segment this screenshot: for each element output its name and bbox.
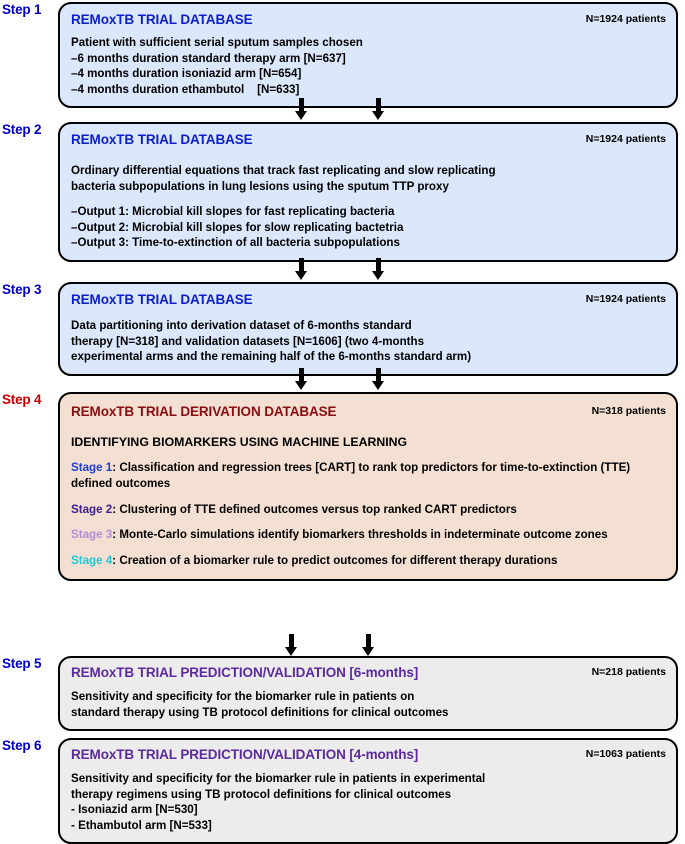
arrow-step1-step2-left — [295, 98, 308, 120]
step-1-line-2: –6 months duration standard therapy arm [N=637] — [71, 51, 346, 65]
stage-4-name: Stage 4 — [71, 553, 113, 567]
step-6-title: REMoxTB TRIAL PREDICTION/VALIDATION [4-months] — [71, 747, 419, 762]
step-2-body — [60, 153, 676, 260]
step-2-title: REMoxTB TRIAL DATABASE — [71, 132, 253, 147]
step-3-title: REMoxTB TRIAL DATABASE — [71, 292, 253, 307]
step-4-patient-count: N=318 patients — [591, 405, 666, 417]
arrow-step4-step5-right — [362, 634, 375, 656]
step-3-body — [60, 313, 676, 374]
step-6-line-4: - Ethambutol arm [N=533] — [71, 818, 212, 832]
step-label-5: Step 5 — [2, 656, 42, 671]
step-box-6 — [58, 738, 678, 844]
stage-2-text: : Clustering of TTE defined outcomes versus top ranked CART predictors — [112, 502, 517, 516]
step-1-patient-count: N=1924 patients — [585, 13, 666, 25]
step-6-header — [60, 740, 676, 768]
step-4-stage-1 — [71, 460, 664, 491]
step-4-stage-2 — [71, 502, 664, 518]
step-5-header — [60, 658, 676, 686]
step-6-line-2: therapy regimens using TB protocol definitions for clinical outcomes — [71, 787, 452, 801]
step-4-subheading: IDENTIFYING BIOMARKERS USING MACHINE LEARNING — [71, 435, 408, 449]
arrow-step4-step5-left — [285, 634, 298, 656]
step-2-line-4: –Output 1: Microbial kill slopes for fast replicating bacteria — [71, 205, 395, 219]
step-label-4: Step 4 — [2, 392, 42, 407]
stage-2-name: Stage 2 — [71, 502, 113, 516]
step-5-body — [60, 686, 676, 729]
arrow-step2-step3-left — [295, 258, 308, 280]
step-2-header — [60, 124, 676, 153]
step-4-title: REMoxTB TRIAL DERIVATION DATABASE — [71, 404, 337, 419]
arrow-step3-step4-right — [372, 368, 385, 390]
step-box-2 — [58, 122, 678, 262]
step-label-3: Step 3 — [2, 282, 42, 297]
stage-1-text: : Classification and regression trees [CART] to rank top predictors for time-to-extinction (TTE) defined outcomes — [71, 461, 631, 490]
arrow-step3-step4-left — [295, 368, 308, 390]
step-box-5 — [58, 656, 678, 731]
step-5-title: REMoxTB TRIAL PREDICTION/VALIDATION [6-months] — [71, 665, 419, 680]
stage-3-text: : Monte-Carlo simulations identify biomarkers thresholds in indeterminate outcome zones — [112, 528, 608, 542]
step-3-line-1: Data partitioning into derivation dataset of 6-months standard — [71, 319, 412, 332]
step-4-stage-3 — [71, 527, 664, 543]
step-1-body — [60, 33, 676, 106]
step-3-line-2: therapy [N=318] and validation datasets [N=1606] (two 4-months — [71, 334, 425, 348]
step-2-line-6: –Output 3: Time-to-extinction of all bacteria subpopulations — [71, 236, 400, 250]
step-1-line-3: –4 months duration isoniazid arm [N=654] — [71, 67, 302, 81]
step-3-line-3: experimental arms and the remaining half of the 6-months standard arm) — [71, 350, 472, 364]
step-5-patient-count: N=218 patients — [591, 666, 666, 678]
step-label-1: Step 1 — [2, 2, 42, 17]
step-6-patient-count: N=1063 patients — [585, 748, 666, 760]
step-3-patient-count: N=1924 patients — [585, 293, 666, 305]
step-4-stage-4 — [71, 553, 664, 569]
step-6-line-1: Sensitivity and specificity for the biomarker rule in patients in experimental — [71, 772, 486, 785]
stage-4-text: : Creation of a biomarker rule to predict outcomes for different therapy durations — [112, 553, 558, 567]
step-2-line-1: Ordinary differential equations that track fast replicating and slow replicating — [71, 164, 496, 177]
step-5-line-1: Sensitivity and specificity for the biomarker rule in patients on — [71, 690, 415, 703]
step-2-line-5: –Output 2: Microbial kill slopes for slow replicating bactetria — [71, 220, 404, 234]
step-label-6: Step 6 — [2, 738, 42, 753]
step-3-header — [60, 284, 676, 313]
step-6-body — [60, 768, 676, 842]
stage-1-name: Stage 1 — [71, 461, 113, 475]
step-4-body — [60, 434, 676, 579]
step-2-patient-count: N=1924 patients — [585, 133, 666, 145]
step-5-line-2: standard therapy using TB protocol definitions for clinical outcomes — [71, 705, 449, 719]
step-1-title: REMoxTB TRIAL DATABASE — [71, 12, 253, 27]
stage-3-name: Stage 3 — [71, 528, 113, 542]
step-6-line-3: - Isoniazid arm [N=530] — [71, 803, 198, 817]
arrow-step1-step2-right — [372, 98, 385, 120]
step-1-header — [60, 4, 676, 33]
step-2-line-2: bacteria subpopulations in lung lesions using the sputum TTP proxy — [71, 179, 449, 193]
step-box-1 — [58, 2, 678, 108]
step-2-spacer — [71, 194, 664, 204]
step-box-4 — [58, 392, 678, 581]
step-1-line-1: Patient with sufficient serial sputum samples chosen — [71, 36, 363, 49]
step-box-3 — [58, 282, 678, 376]
step-1-line-4: –4 months duration ethambutol [N=633] — [71, 82, 300, 96]
step-4-header — [60, 394, 676, 425]
arrow-step2-step3-right — [372, 258, 385, 280]
step-label-2: Step 2 — [2, 122, 42, 137]
